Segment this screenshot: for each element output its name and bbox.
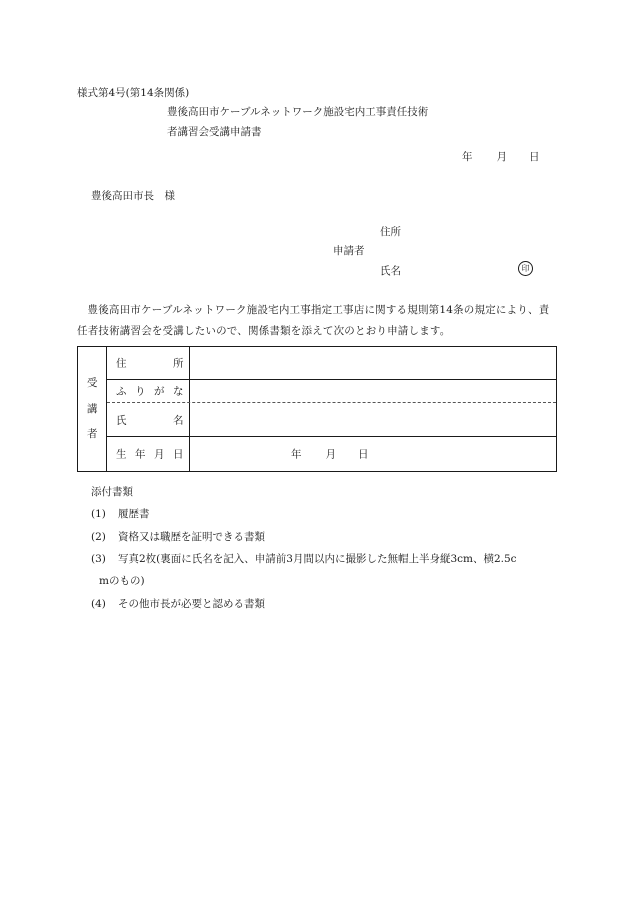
side-label-char: 者 <box>87 428 98 440</box>
attachment-item: (2) 資格又は職歴を証明できる書類 <box>91 531 265 543</box>
attachment-item-continuation: mのもの) <box>99 575 145 587</box>
table-row-name <box>107 403 556 437</box>
birthdate-label: 生 年 月 日 <box>107 437 190 471</box>
table-row-furigana <box>107 380 556 403</box>
addressee: 豊後高田市長 様 <box>91 190 175 202</box>
name-label: 氏 名 <box>107 403 190 436</box>
attachment-item: (4) その他市長が必要と認める書類 <box>91 598 265 610</box>
attachments-heading: 添付書類 <box>91 486 133 498</box>
attachment-item: (3) 写真2枚(裏面に氏名を記入、申請前3月間以内に撮影した無帽上半身縦3cm、横2.5c <box>91 553 517 565</box>
birthdate-value: 年 月 日 <box>291 448 369 461</box>
side-label-char: 受 <box>87 377 98 389</box>
body-text: 豊後高田市ケーブルネットワーク施設宅内工事指定工事店に関する規則第14条の規定により、責任者技術講習会を受講したいので、関係書類を添えて次のとおり申請します。 <box>77 304 550 337</box>
date-line <box>462 149 540 164</box>
applicant-name-label: 氏名 <box>380 265 401 277</box>
date-year: 年 <box>462 151 473 163</box>
trainee-side-label <box>78 347 107 471</box>
furigana-label: ふ り が な <box>107 380 190 402</box>
document-title-line2: 者講習会受講申請書 <box>167 126 262 138</box>
date-day: 日 <box>529 151 540 163</box>
form-number: 様式第4号(第14条関係) <box>77 87 190 99</box>
applicant-label: 申請者 <box>333 245 365 257</box>
seal-mark: 印 <box>518 261 533 276</box>
table-row-address <box>107 347 556 380</box>
table-row-birthdate <box>107 437 556 471</box>
document-title-line1: 豊後高田市ケーブルネットワーク施設宅内工事責任技術 <box>167 106 429 118</box>
trainee-table <box>77 346 557 472</box>
applicant-address-label: 住所 <box>380 226 401 238</box>
attachment-item: (1) 履歴書 <box>91 508 150 520</box>
address-label: 住 所 <box>107 347 190 379</box>
date-month: 月 <box>496 151 507 163</box>
side-label-char: 講 <box>87 403 98 415</box>
